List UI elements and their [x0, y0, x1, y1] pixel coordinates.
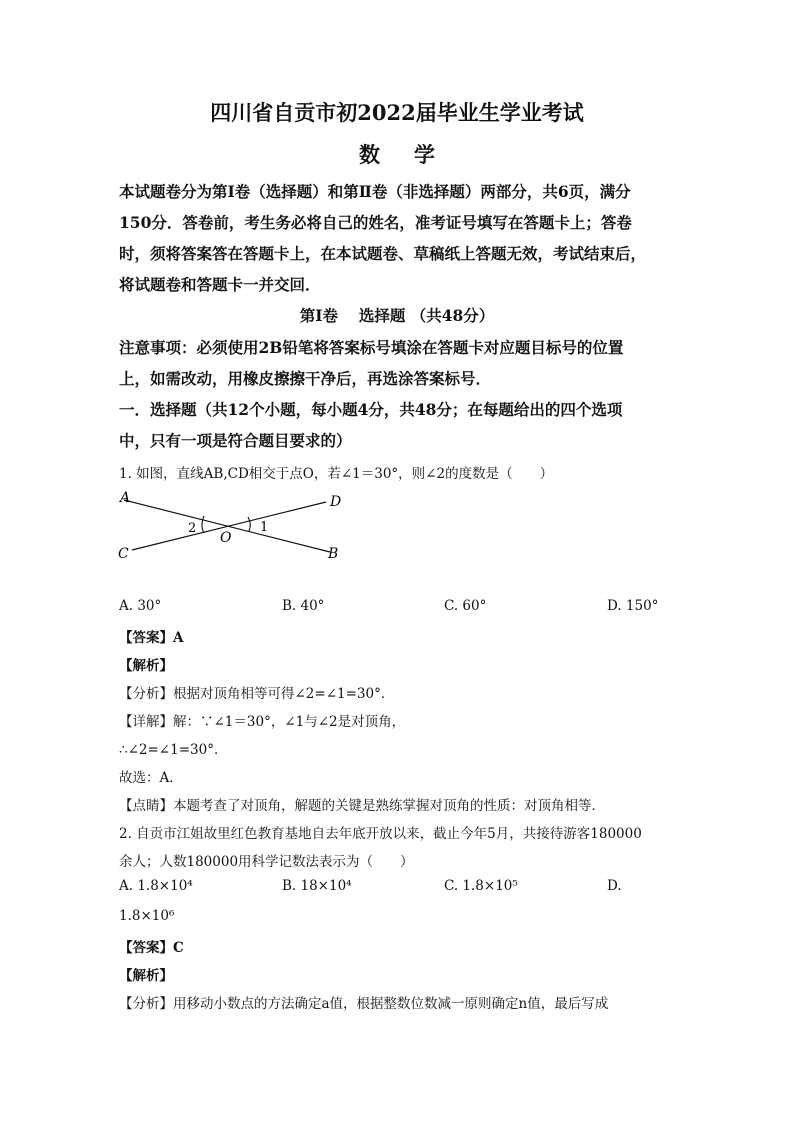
label-d: D — [330, 494, 342, 510]
label-angle-1: 1 — [260, 520, 269, 535]
q1-xiangjie: 【详解】解：∵∠1＝30°，∠1与∠2是对顶角， — [119, 714, 406, 730]
q2-analysis-tag: 【解析】 — [119, 968, 173, 984]
label-o: O — [220, 530, 232, 546]
part-one-line-1: 一．选择题（共12个小题，每小题4分，共48分；在每题给出的四个选项 — [119, 400, 623, 419]
intro-line-2: 150分．答卷前，考生务必将自己的姓名，准考证号填写在答题卡上；答卷 — [119, 213, 632, 232]
q1-therefore: ∴∠2=∠1=30°． — [119, 742, 228, 758]
exam-subject: 数学 — [359, 142, 469, 167]
intro-line-1: 本试题卷分为第Ⅰ卷（选择题）和第Ⅱ卷（非选择题）两部分，共6页，满分 — [119, 182, 631, 201]
q2-stem-line-2: 余人；人数180000用科学记数法表示为（ ） — [119, 854, 414, 870]
q1-option-b: B. 40° — [282, 598, 325, 614]
q1-choose: 故选：A． — [119, 770, 183, 786]
part-one-line-2: 中，只有一项是符合题目要求的） — [119, 431, 352, 450]
q2-option-c: C. 1.8×10⁵ — [444, 878, 518, 894]
q2-option-a: A. 1.8×10⁴ — [119, 878, 193, 894]
q1-analysis-tag: 【解析】 — [119, 658, 173, 674]
section-heading: 第Ⅰ卷 选择题 （共48分） — [299, 306, 495, 325]
label-a: A — [120, 490, 131, 506]
q2-option-d-value: 1.8×10⁶ — [119, 908, 175, 924]
q2-option-b: B. 18×10⁴ — [282, 878, 352, 894]
label-angle-2: 2 — [188, 521, 197, 536]
q1-figure — [112, 486, 352, 566]
q1-option-a: A. 30° — [119, 598, 162, 614]
intro-line-4: 将试题卷和答题卡一并交回． — [119, 275, 321, 294]
label-c: C — [118, 546, 129, 562]
q2-fenxi: 【分析】用移动小数点的方法确定a值，根据整数位数减一原则确定n值，最后写成 — [119, 996, 609, 1012]
notice-line-1: 注意事项：必须使用2B铅笔将答案标号填涂在答题卡对应题目标号的位置 — [119, 338, 624, 357]
q2-stem-line-1: 2. 自贡市江姐故里红色教育基地自去年底开放以来，截止今年5月，共接待游客180000 — [119, 826, 642, 842]
q2-option-d: D. — [607, 878, 622, 894]
notice-line-2: 上，如需改动，用橡皮擦擦干净后，再选涂答案标号． — [119, 369, 492, 388]
label-b: B — [328, 546, 339, 562]
q1-answer: 【答案】A — [119, 630, 184, 646]
exam-title: 四川省自贡市初2022届毕业生学业考试 — [210, 100, 584, 125]
angle-1-arc — [248, 517, 250, 531]
q1-fenxi: 【分析】根据对顶角相等可得∠2=∠1=30°． — [119, 686, 395, 702]
q1-option-c: C. 60° — [444, 598, 487, 614]
intro-line-3: 时，须将答案答在答题卡上，在本试题卷、草稿纸上答题无效，考试结束后， — [119, 244, 647, 263]
angle-2-arc — [202, 516, 204, 533]
q2-answer: 【答案】C — [119, 940, 184, 956]
q1-dianjing: 【点睛】本题考查了对顶角，解题的关键是熟练掌握对顶角的性质：对顶角相等． — [119, 798, 605, 814]
q1-stem: 1. 如图，直线AB,CD相交于点O，若∠1＝30°，则∠2的度数是（ ） — [119, 466, 554, 482]
q1-option-d: D. 150° — [607, 598, 659, 614]
